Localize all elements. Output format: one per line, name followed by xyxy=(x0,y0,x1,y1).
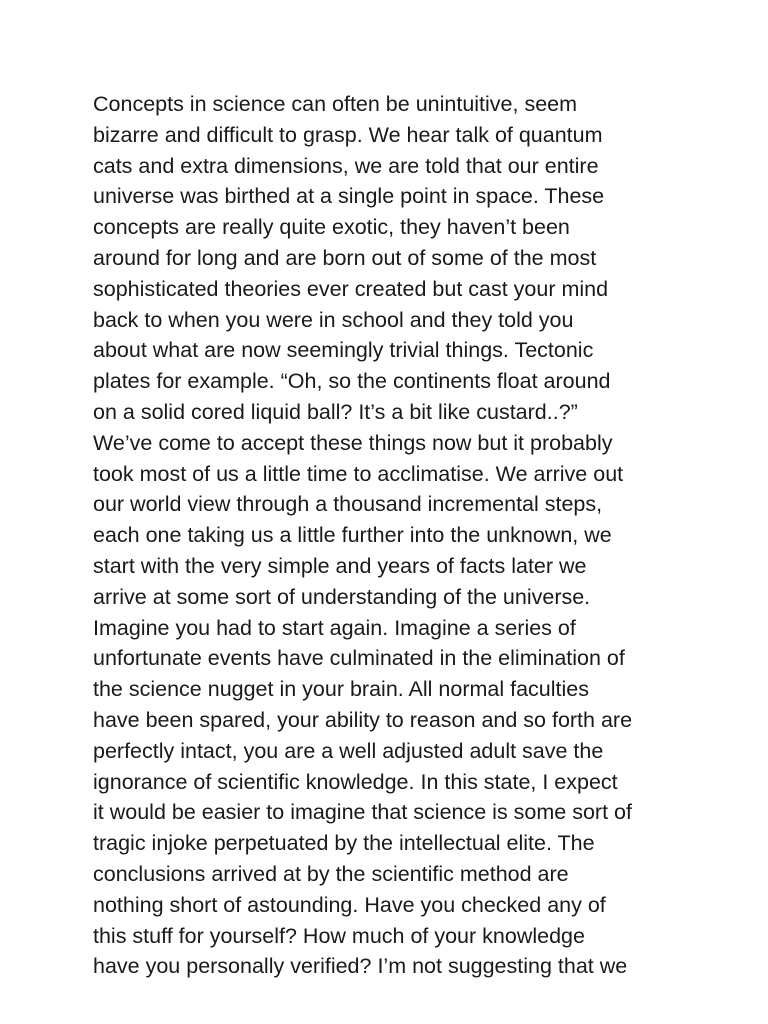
text-line: took most of us a little time to acclimatise. We arrive out xyxy=(93,461,624,486)
text-line: nothing short of astounding. Have you checked any of xyxy=(93,892,606,917)
text-line: around for long and are born out of some of the most xyxy=(93,245,597,270)
text-line: on a solid cored liquid ball? It’s a bit like custard..?” xyxy=(93,399,578,424)
text-line: universe was birthed at a single point in space. These xyxy=(93,184,605,209)
text-line: each one taking us a little further into the unknown, we xyxy=(93,523,612,548)
text-line: conclusions arrived at by the scientific method are xyxy=(93,861,569,886)
text-line: the science nugget in your brain. All normal faculties xyxy=(93,677,589,702)
text-line: Concepts in science can often be unintuitive, seem xyxy=(93,92,578,116)
text-line: cats and extra dimensions, we are told that our entire xyxy=(93,153,599,178)
text-line: about what are now seemingly trivial things. Tectonic xyxy=(93,338,594,363)
text-line: back to when you were in school and they told you xyxy=(93,307,574,332)
text-line: sophisticated theories ever created but cast your mind xyxy=(93,276,609,301)
text-line: perfectly intact, you are a well adjusted adult save the xyxy=(93,738,604,763)
text-line: arrive at some sort of understanding of the universe. xyxy=(93,584,591,609)
text-line: unfortunate events have culminated in the elimination of xyxy=(93,646,625,671)
text-line: this stuff for yourself? How much of your knowledge xyxy=(93,923,585,948)
body-text xyxy=(93,89,733,982)
text-line: Imagine you had to start again. Imagine a series of xyxy=(93,615,576,640)
text-line: start with the very simple and years of facts later we xyxy=(93,553,587,578)
text-line: have you personally verified? I’m not suggesting that we xyxy=(93,954,628,979)
text-line: We’ve come to accept these things now but it probably xyxy=(93,430,613,455)
text-line: have been spared, your ability to reason and so forth are xyxy=(93,707,633,732)
text-line: bizarre and difficult to grasp. We hear talk of quantum xyxy=(93,122,603,147)
text-line: it would be easier to imagine that science is some sort of xyxy=(93,800,632,825)
text-line: tragic injoke perpetuated by the intellectual elite. The xyxy=(93,831,595,856)
text-line: concepts are really quite exotic, they haven’t been xyxy=(93,215,570,240)
text-line: ignorance of scientific knowledge. In this state, I expect xyxy=(93,769,618,794)
text-line: plates for example. “Oh, so the continents float around xyxy=(93,369,611,394)
text-line: our world view through a thousand incremental steps, xyxy=(93,492,603,517)
